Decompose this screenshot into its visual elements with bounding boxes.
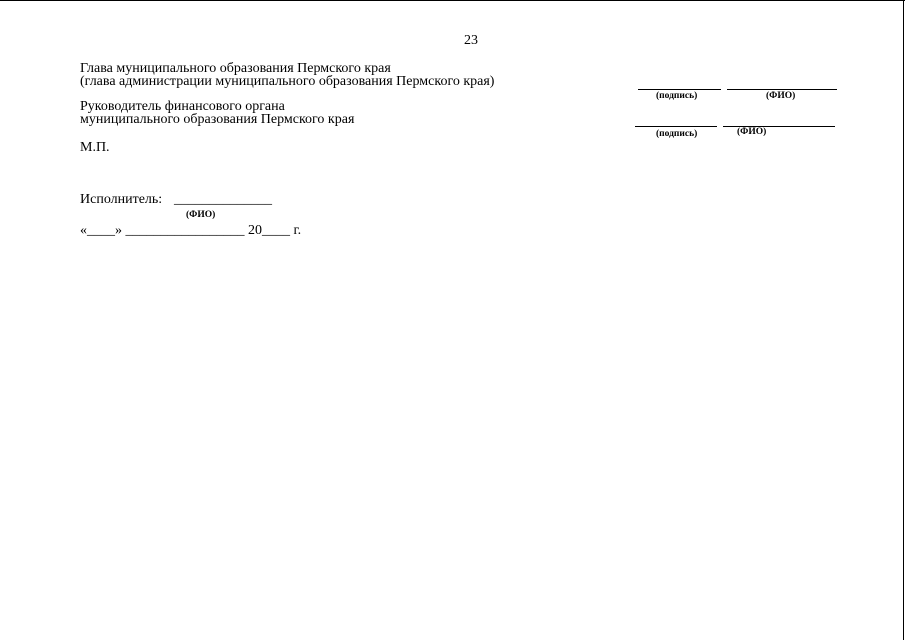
scan-top-border [0, 0, 905, 1]
finance-signature-caption: (подпись) [656, 129, 698, 139]
finance-title-line1: Руководитель финансового органа [80, 99, 285, 114]
head-signature-line[interactable] [638, 89, 721, 90]
head-title-line1: Глава муниципального образования Пермского края [80, 61, 391, 76]
seal-label: М.П. [80, 140, 110, 155]
finance-signature-line[interactable] [635, 126, 717, 127]
scan-right-edge [903, 0, 904, 640]
head-title-line2: (глава администрации муниципального образования Пермского края) [80, 74, 495, 89]
executor-label: Исполнитель: [80, 192, 163, 207]
finance-fio-caption: (ФИО) [737, 127, 767, 137]
page-number: 23 [464, 33, 478, 48]
executor-fio-caption: (ФИО) [186, 210, 216, 220]
executor-fio-blank[interactable]: ______________ [174, 192, 272, 207]
date-line[interactable]: «____» _________________ 20____ г. [80, 223, 302, 238]
head-signature-caption: (подпись) [656, 91, 698, 101]
head-fio-caption: (ФИО) [766, 91, 796, 101]
head-fio-line[interactable] [727, 89, 837, 90]
finance-title-line2: муниципального образования Пермского края [80, 112, 355, 127]
